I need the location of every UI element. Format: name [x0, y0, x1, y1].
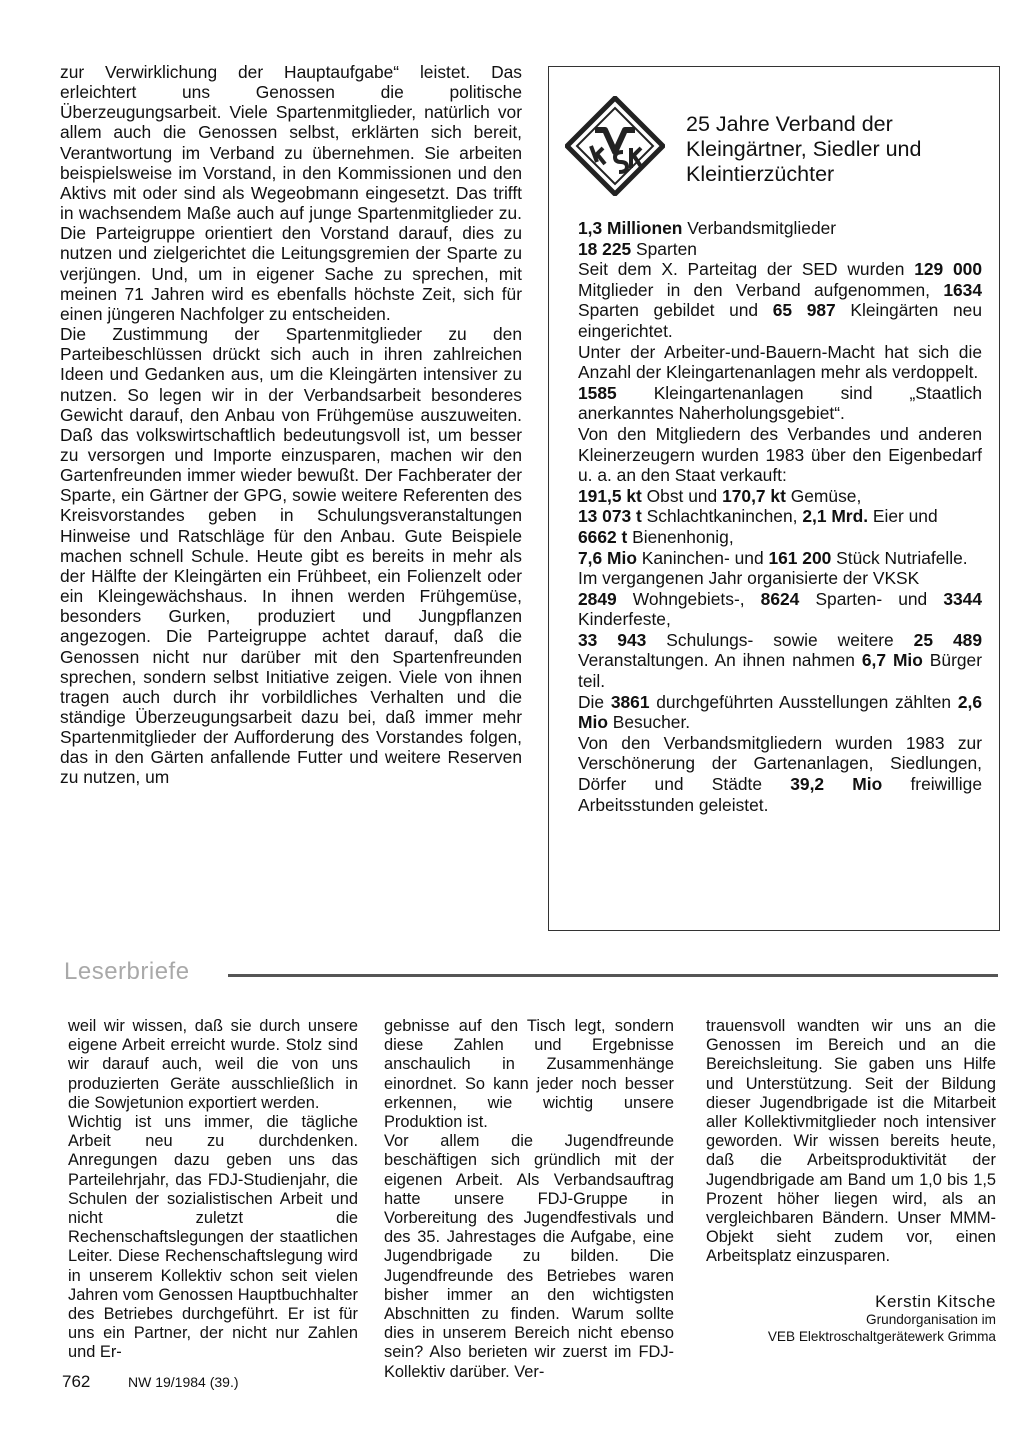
letter-paragraph: Wichtig ist uns immer, die tägliche Arbeit neu zu durchdenken. Anregungen dazu geben uns das Parteilehrjahr, das FDJ-Studienjahr, die Schulen der sozialistischen Arbeit und nicht zuletzt die Rechenschaftslegungen der staatlichen Leiter. Diese Rechenschaftslegung wird in unserem Kollektiv schon seit vielen Jahren vom Genossen Hauptbuchhalter des Betriebes durchgeführt. Er ist für uns ein Partner, der nicht nur Zahlen und Er-: [68, 1113, 358, 1362]
article-paragraph: zur Verwirklichung der Hauptaufgabe“ leistet. Das erleichtert uns Genossen die politische Überzeugungsarbeit. Viele Spartenmitglieder, natürlich vor allem auch die Genossen selbst, erklärten sich bereit, Verantwortung im Verband zu übernehmen. Sie arbeiten beispielsweise im Vorstand, in den Kommissionen und den Aktivs mit oder sind als Wegeobmann eingesetzt. Das trifft in wachsendem Maße auch auf junge Spartenmitglieder zu. Die Parteigruppe orientiert den Vorstand darauf, dies zu nutzen und zielgerichtet die Leitungsgremien der Sparte zu verjüngen. Und, um in eigener Sache zu sprechen, mit meinen 71 Jahren wird es ebenfalls höchste Zeit, sich für einen jüngeren Nachfolger zu entscheiden.: [60, 62, 522, 324]
section-divider: [228, 974, 998, 977]
letters-column-1: [68, 1017, 358, 1363]
stat-line: Von den Mitgliedern des Verbandes und anderen Kleinerzeugern wurden 1983 über den Eigenbedarf u. a. an den Staat verkauft:: [578, 423, 982, 486]
info-box-body: [578, 218, 982, 815]
letter-paragraph: weil wir wissen, daß sie durch unsere eigene Arbeit erreicht wurde. Stolz sind wir darauf auch, weil die von uns produzierten Geräte ausschließlich in die Sowjetunion exportiert werden.: [68, 1017, 358, 1112]
stat-line: Seit dem X. Parteitag der SED wurden 129 000 Mitglieder in den Verband aufgenommen, 1634 Sparten gebildet und 65 987 Kleingärten neu eingerichtet.: [578, 259, 982, 341]
stat-line: 18 225 Sparten: [578, 238, 697, 259]
section-heading-leserbriefe: Leserbriefe: [64, 958, 190, 985]
article-paragraph: Die Zustimmung der Spartenmitglieder zu den Parteibeschlüssen drückt sich auch in ihren zahlreichen Ideen und Gedanken aus, um die Kleingärten intensiver zu nutzen. So legen wir in der Verbandsarbeit besonderes Gewicht darauf, den Anbau von Frühgemüse auszuweiten. Daß das volkswirtschaftlich bedeutungsvoll ist, um besser zu versorgen und Importe einzusparen, machen wir den Gartenfreunden immer wieder bewußt. Der Fachberater der Sparte, ein Gärtner der GPG, sowie weitere Referenten des Kreisvorstandes geben in Schulungsveranstaltungen Hinweise und Ratschläge für den Anbau. Gute Beispiele machen schnell Schule. Heute gibt es bereits in mehr als der Hälfte der Kleingärten ein Frühbeet, ein Folienzelt oder ein Kleingewächshaus. In ihnen werden Frühgemüse, besonders Gurken, produziert und Jungpflanzen angezogen. Die Parteigruppe achtet darauf, daß die Genossen nicht nur darüber mit den Spartenfreunden sprechen, sondern selbst Initiative zeigen. Viele von ihnen tragen auch durch ihr vorbildliches Verhalten und die ständige Überzeugungsarbeit dazu bei, daß immer mehr Spartenmitglieder der Aufforderung des Vorstandes folgen, das in den Gärten anfallende Futter und weitere Reserven zu nutzen, um: [60, 324, 522, 788]
stat-line: Die 3861 durchgeführten Ausstellungen zählten 2,6 Mio Besucher.: [578, 691, 982, 733]
letters-column-2: [384, 1017, 674, 1382]
stat-line: 2849 Wohngebiets-, 8624 Sparten- und 3344 Kinderfeste,: [578, 588, 982, 630]
stat-line: Von den Verbandsmitgliedern wurden 1983 zur Verschönerung der Gartenanlagen, Siedlungen, Dörfer und Städte 39,2 Mio freiwillige Arbeitsstunden geleistet.: [578, 732, 982, 815]
signature-organization: Grundorganisation im: [866, 1312, 996, 1327]
stat-line: 1585 Kleingartenanlagen sind „Staatlich anerkanntes Naherholungsgebiet“.: [578, 382, 982, 424]
page-number: 762: [62, 1372, 91, 1391]
stat-line: 1,3 Millionen Verbandsmitglieder: [578, 218, 837, 238]
stat-line: 13 073 t Schlachtkaninchen, 2,1 Mrd. Eier und: [578, 506, 938, 527]
letter-signature: [706, 1292, 996, 1345]
letter-paragraph: trauensvoll wandten wir uns an die Genossen im Bereich und an die Bereichsleitung. Sie gaben uns Hilfe und Unterstützung. Seit der Bildung dieser Jugendbrigade ist die Mitarbeit aller Kollektivmitglieder noch intensiver geworden. Wir wissen bereits heute, daß die Arbeitsproduktivität der Jugendbrigade am Band um 1,0 bis 1,5 Prozent höher liegen wird, als an vergleichbaren Bändern. Unser MMM-Objekt sieht zudem vor, einen Arbeitsplatz einzusparen.: [706, 1017, 996, 1266]
stat-line: Im vergangenen Jahr organisierte der VKSK: [578, 568, 920, 589]
issue-label: NW 19/1984 (39.): [128, 1374, 239, 1390]
article-left-column: [60, 62, 522, 788]
letter-paragraph: Vor allem die Jugendfreunde beschäftigen sich gründlich mit der eigenen Arbeit. Als Verbandsauftrag hatte unsere FDJ-Gruppe in Vorbereitung des Jugendfestivals und des 35. Jahrestages die Aufgabe, eine Jugendbrigade zu bilden. Die Jugendfreunde des Betriebes waren bisher immer an den wichtigsten Abschnitten zu finden. Warum sollte dies in unserem Bereich nicht ebenso sein? Also berieten wir zuerst im FDJ-Kollektiv darüber. Ver-: [384, 1132, 674, 1381]
letter-paragraph: gebnisse auf den Tisch legt, sondern diese Zahlen und Ergebnisse anschaulich in Zusammenhänge einordnet. So kann jeder noch besser erkennen, wie wichtig unsere Produktion ist.: [384, 1017, 674, 1132]
signature-name: Kerstin Kitsche: [875, 1292, 996, 1311]
stat-line: 7,6 Mio Kaninchen- und 161 200 Stück Nutriafelle.: [578, 547, 968, 568]
info-box-title: 25 Jahre Verband der Kleingärtner, Siedler und Kleintierzüchter: [686, 112, 922, 186]
signature-organization: VEB Elektroschaltgerätewerk Grimma: [767, 1329, 996, 1344]
stat-line: 33 943 Schulungs- sowie weitere 25 489 Veranstaltungen. An ihnen nahmen 6,7 Mio Bürger teil.: [578, 629, 982, 692]
vksk-logo-icon: [565, 96, 665, 196]
stat-line: 6662 t Bienenhonig,: [578, 526, 734, 547]
stat-line: 191,5 kt Obst und 170,7 kt Gemüse,: [578, 485, 862, 506]
letters-column-3: [706, 1017, 996, 1267]
stat-line: Unter der Arbeiter-und-Bauern-Macht hat sich die Anzahl der Kleingartenanlagen mehr als verdoppelt.: [578, 341, 982, 383]
